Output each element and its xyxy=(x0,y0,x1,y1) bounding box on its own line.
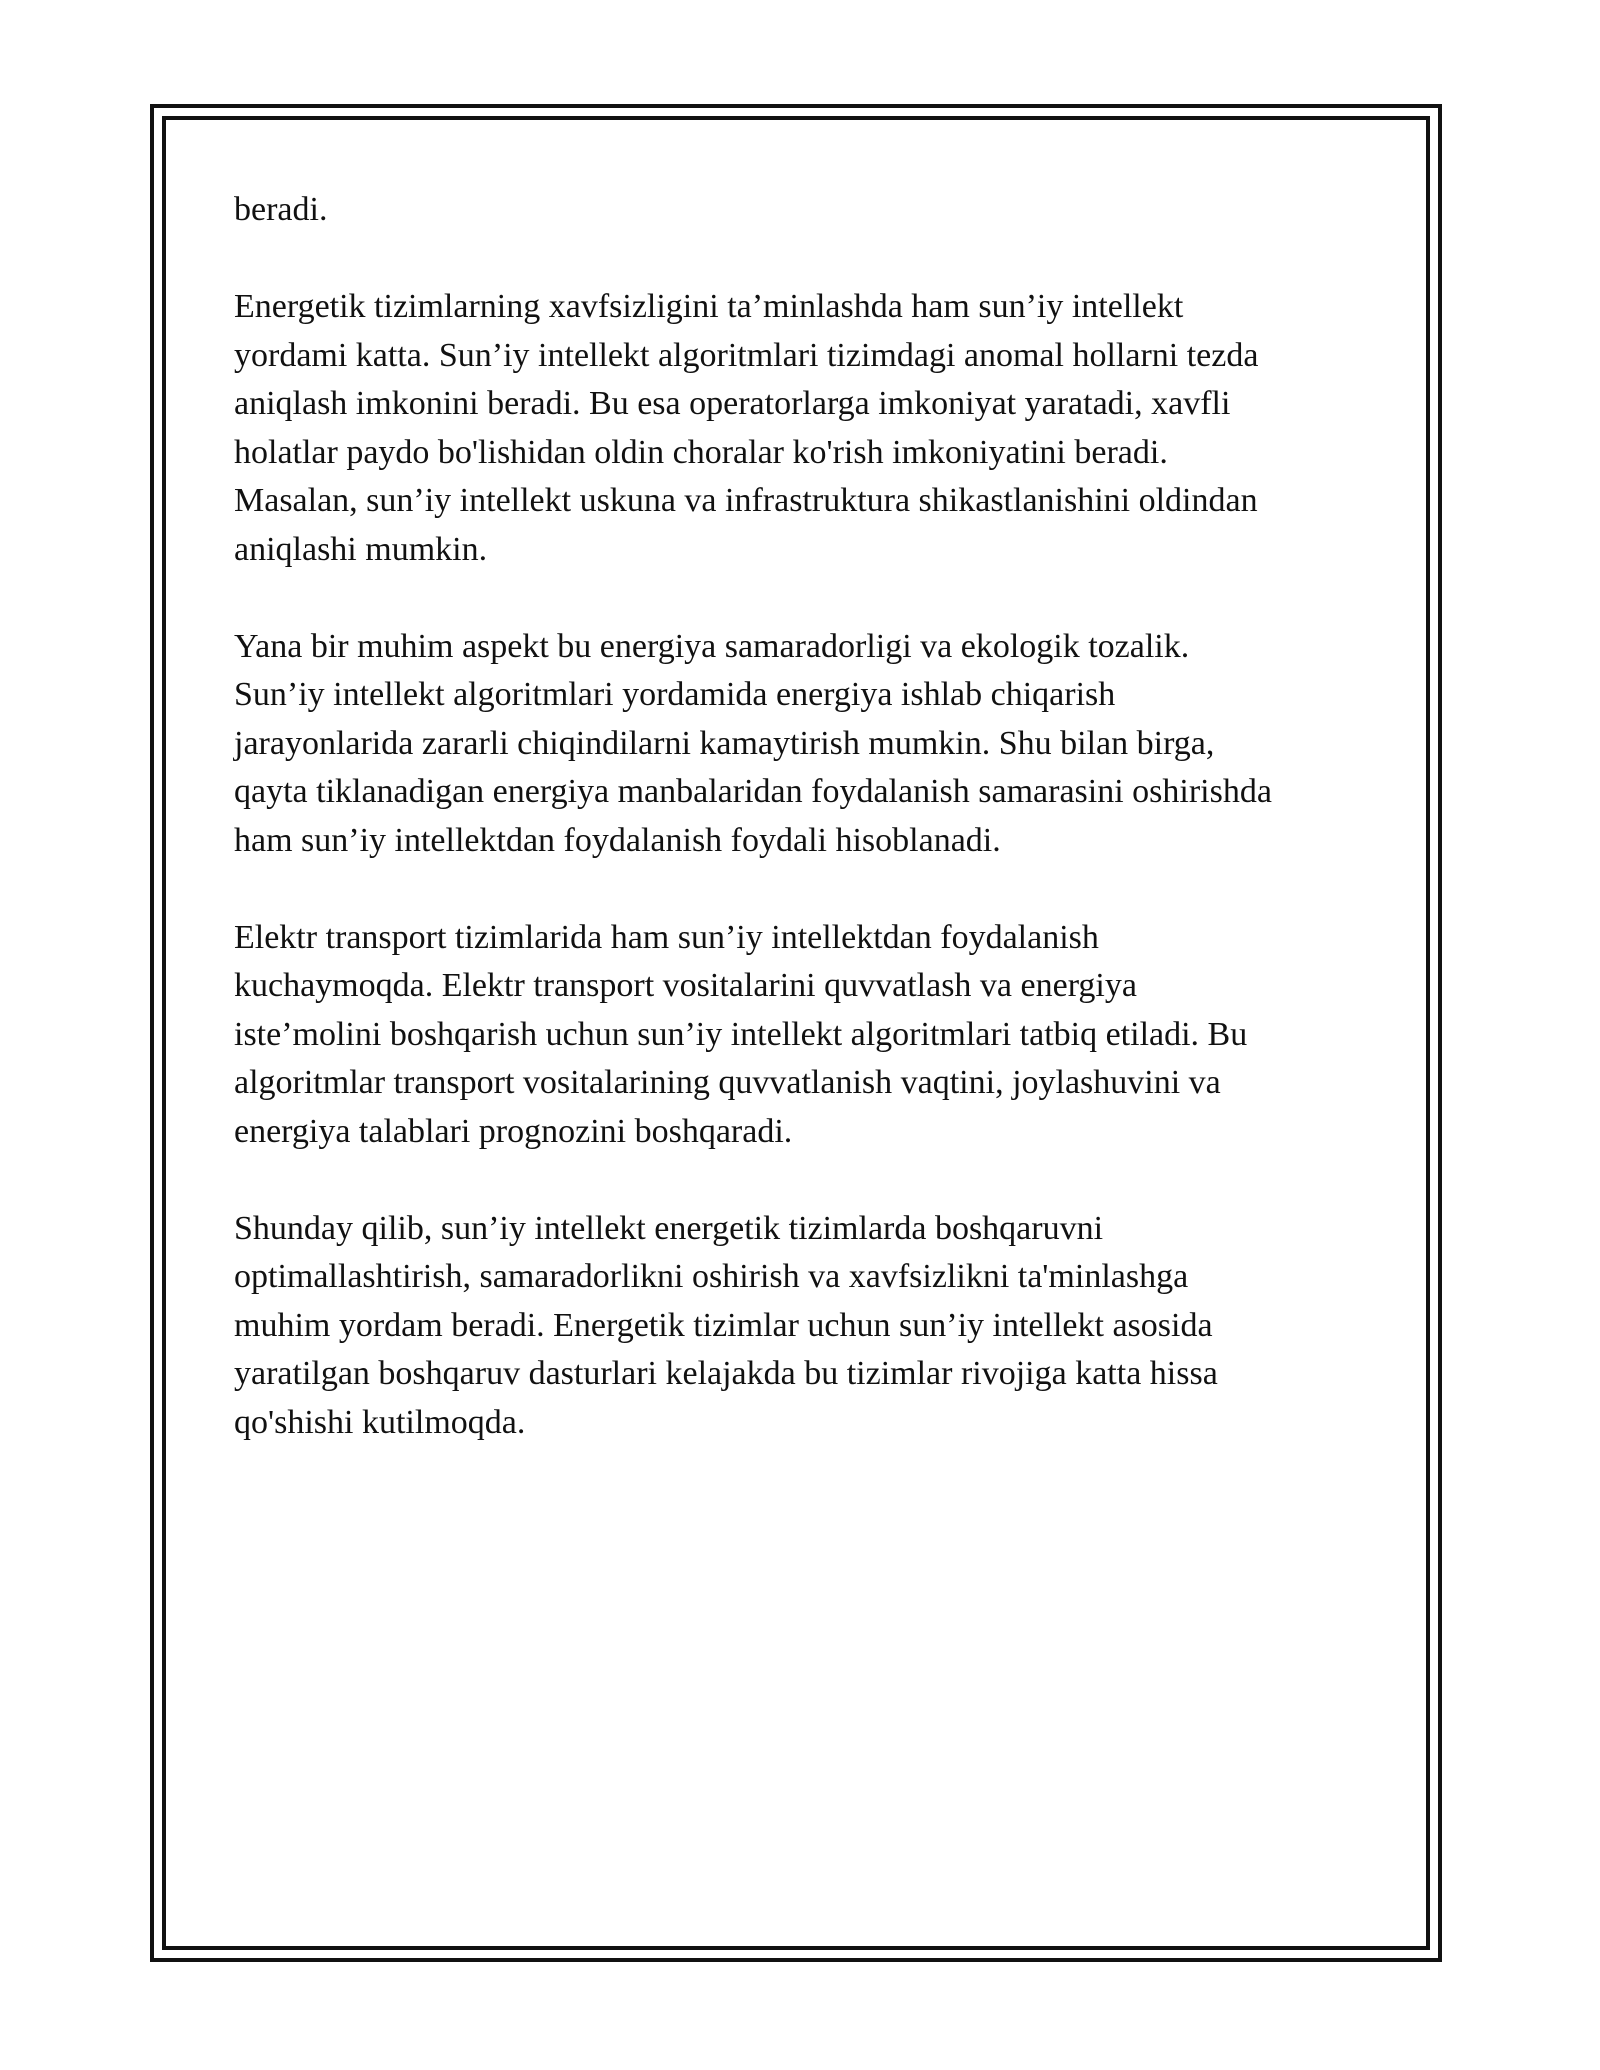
paragraph-electric-transport: Elektr transport tizimlarida ham sun’iy intellektdan foydalanish kuchaymoqda. Elektr transport vositalarini quvvatlash va energiya iste’molini boshqarish uchun sun’iy intellekt algoritmlari tatbiq etiladi. Bu algoritmlar transport vositalarining quvvatlanish vaqtini, joylashuvini va energiya talablari prognozini boshqaradi. xyxy=(234,918,1248,1150)
paragraph-continuation: beradi. xyxy=(234,191,328,228)
document-body xyxy=(234,186,1364,1496)
paragraph-conclusion: Shunday qilib, sun’iy intellekt energetik tizimlarda boshqaruvni optimallashtirish, samaradorlikni oshirish va xavfsizlikni ta'minlashga muhim yordam beradi. Energetik tizimlar uchun sun’iy intellekt asosida yaratilgan boshqaruv dasturlari kelajakda bu tizimlar rivojiga katta hissa qo'shishi kutilmoqda. xyxy=(234,1209,1218,1441)
paragraph-security: Energetik tizimlarning xavfsizligini ta’minlashda ham sun’iy intellekt yordami katta. Sun’iy intellekt algoritmlari tizimdagi anomal hollarni tezda aniqlash imkonini beradi. Bu esa operatorlarga imkoniyat yaratadi, xavfli holatlar paydo bo'lishidan oldin choralar ko'rish imkoniyatini beradi. Masalan, sun’iy intellekt uskuna va infrastruktura shikastlanishini oldindan aniqlashi mumkin. xyxy=(234,288,1259,568)
paragraph-efficiency: Yana bir muhim aspekt bu energiya samaradorligi va ekologik tozalik. Sun’iy intellekt algoritmlari yordamida energiya ishlab chiqarish jarayonlarida zararli chiqindilarni kamaytirish mumkin. Shu bilan birga, qayta tiklanadigan energiya manbalaridan foydalanish samarasini oshirishda ham sun’iy intellektdan foydalanish foydali hisoblanadi. xyxy=(234,627,1272,859)
